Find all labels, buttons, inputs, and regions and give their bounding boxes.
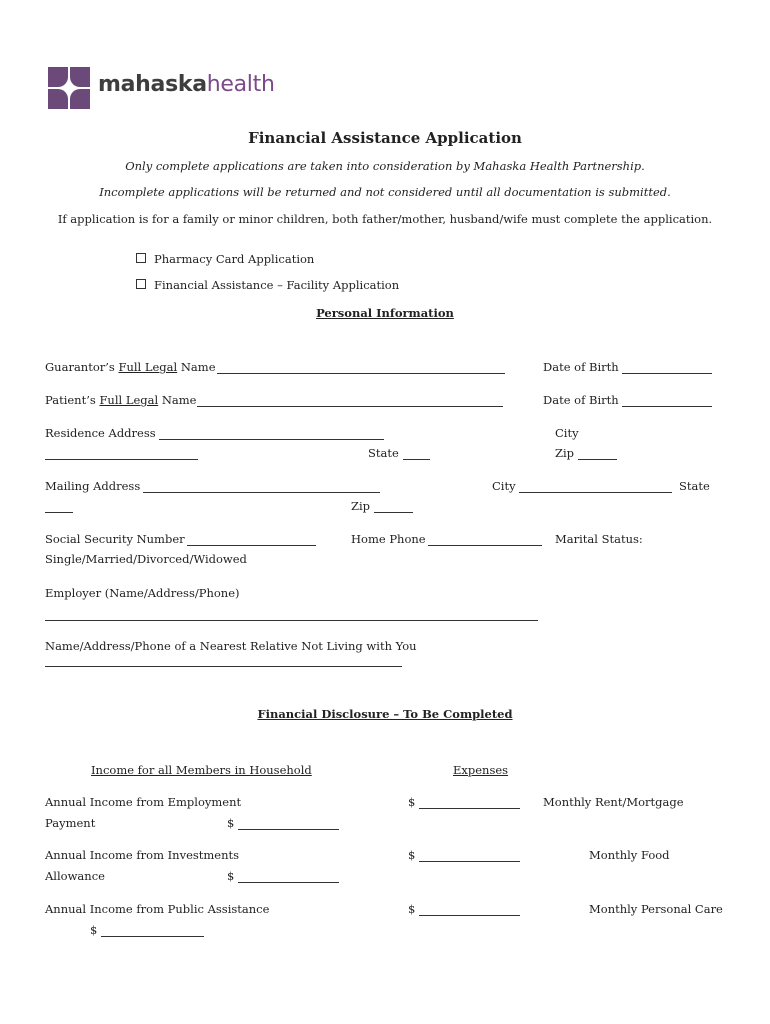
mailing-zip-label: Zip [351, 499, 371, 513]
mailing-city-field[interactable] [519, 492, 672, 493]
allowance-label: Allowance [45, 869, 105, 883]
page-title: Financial Assistance Application [248, 129, 522, 147]
dollar-sign: $ [90, 923, 98, 937]
expenses-heading: Expenses [453, 763, 509, 777]
personal-care-field[interactable] [101, 936, 204, 937]
mailing-address-field[interactable] [143, 492, 380, 493]
rent-mortgage-label: Monthly Rent/Mortgage [543, 795, 684, 809]
personal-info-heading: Personal Information [316, 306, 454, 320]
guarantor-dob-label: Date of Birth [543, 360, 619, 374]
marital-status-label: Marital Status: [555, 532, 643, 546]
employer-label: Employer (Name/Address/Phone) [45, 586, 240, 600]
employer-field[interactable] [45, 620, 538, 621]
personal-care-label: Monthly Personal Care [589, 902, 723, 916]
mailing-city-label: City [492, 479, 516, 493]
note-complete-only: Only complete applications are taken into consideration by Mahaska Health Partnership. [125, 159, 645, 173]
option-facility[interactable]: Financial Assistance – Facility Application [136, 278, 399, 292]
residence-city-field[interactable] [45, 459, 198, 460]
guarantor-dob-field[interactable] [622, 373, 712, 374]
ssn-label: Social Security Number [45, 532, 185, 546]
residence-zip-label: Zip [555, 446, 575, 460]
financial-disclosure-heading: Financial Disclosure – To Be Completed [257, 707, 513, 721]
residence-address-label: Residence Address [45, 426, 156, 440]
rent-mortgage-field[interactable] [238, 829, 339, 830]
mailing-state-label: State [679, 479, 710, 493]
dollar-sign: $ [227, 816, 235, 830]
note-family: If application is for a family or minor children, both father/mother, husband/wife must complete the application. [57, 212, 713, 226]
patient-name-field[interactable] [197, 406, 503, 407]
dollar-sign: $ [227, 869, 235, 883]
dollar-sign: $ [408, 848, 416, 862]
income-heading: Income for all Members in Household [91, 763, 312, 777]
mailing-state-field[interactable] [45, 512, 73, 513]
mailing-zip-field[interactable] [374, 512, 413, 513]
nearest-relative-label: Name/Address/Phone of a Nearest Relative Not Living with You [45, 639, 417, 653]
income-investments-field[interactable] [419, 861, 520, 862]
income-investments-label: Annual Income from Investments [45, 848, 240, 862]
residence-zip-field[interactable] [578, 459, 617, 460]
note-incomplete: Incomplete applications will be returned and not considered until all documentation is submitted. [99, 185, 671, 199]
logo-wordmark: mahaskahealth [98, 72, 275, 97]
checkbox-icon[interactable] [136, 253, 146, 263]
checkbox-icon[interactable] [136, 279, 146, 289]
residence-address-field[interactable] [159, 439, 384, 440]
nearest-relative-field[interactable] [45, 666, 402, 667]
income-employment-field[interactable] [419, 808, 520, 809]
guarantor-name-field[interactable] [217, 373, 505, 374]
patient-dob-label: Date of Birth [543, 393, 619, 407]
dollar-sign: $ [408, 795, 416, 809]
ssn-field[interactable] [187, 545, 316, 546]
home-phone-field[interactable] [428, 545, 542, 546]
mailing-address-label: Mailing Address [45, 479, 141, 493]
residence-city-label: City [555, 426, 579, 440]
patient-dob-field[interactable] [622, 406, 712, 407]
residence-state-label: State [368, 446, 399, 460]
food-label: Monthly Food [589, 848, 670, 862]
home-phone-label: Home Phone [351, 532, 426, 546]
option-pharmacy-card[interactable]: Pharmacy Card Application [136, 252, 314, 266]
residence-state-field[interactable] [403, 459, 430, 460]
food-allowance-field[interactable] [238, 882, 339, 883]
dollar-sign: $ [408, 902, 416, 916]
patient-name-label: Patient’s Full Legal Name [45, 393, 197, 407]
marital-status-options[interactable]: Single/Married/Divorced/Widowed [45, 552, 247, 566]
income-public-assistance-field[interactable] [419, 915, 520, 916]
income-employment-label: Annual Income from Employment [45, 795, 242, 809]
guarantor-name-label: Guarantor’s Full Legal Name [45, 360, 216, 374]
logo-mark [48, 67, 92, 111]
payment-label: Payment [45, 816, 96, 830]
income-public-assistance-label: Annual Income from Public Assistance [45, 902, 270, 916]
